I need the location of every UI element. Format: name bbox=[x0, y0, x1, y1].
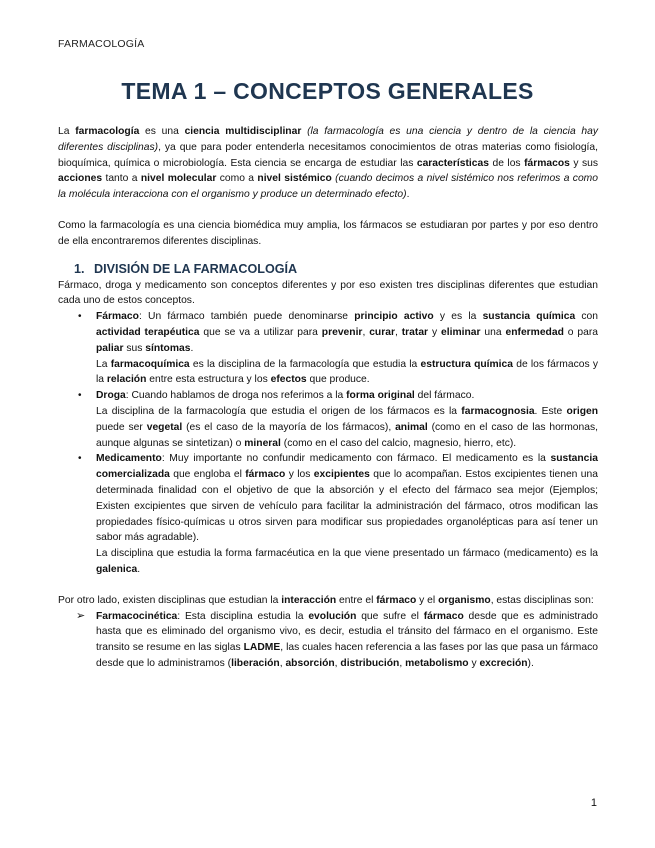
page-title: TEMA 1 – CONCEPTOS GENERALES bbox=[121, 78, 534, 104]
page-header: FARMACOLOGÍA bbox=[58, 38, 145, 50]
interaction-list bbox=[58, 609, 598, 672]
page-number: 1 bbox=[590, 797, 597, 809]
interaction-paragraph: Por otro lado, existen disciplinas que estudian la interacción entre el fármaco y el organismo, estas disciplinas son: bbox=[58, 594, 594, 606]
intro-paragraph: La farmacología es una ciencia multidisciplinar (la farmacología es una ciencia y dentro de la ciencia hay diferentes disciplinas), ya que para poder entenderla necesitamos conocimientos de otras materias como fisiología, bioquímica, química o microbiología. Esta ciencia se encarga de estudiar las características de los fármacos y sus acciones tanto a nivel molecular como a nivel sistémico (cuando decimos a nivel sistémico nos referimos a como la molécula interacciona con el organismo y produce un determinado efecto). bbox=[58, 126, 599, 201]
bullet-icon: • bbox=[78, 390, 82, 402]
list-item-farmacocinetica: ➢ Farmacocinética: Esta disciplina estudia la evolución que sufre el fármaco desde que es administrado hasta que es eliminado del organismo vivo, es decir, estudia el tránsito del fármaco en el organismo. Este transito se resume en las siglas LADME, las cuales hacen referencia a las fases por las que pasa un fármaco desde que lo administramos (liberación, absorción, distribución, metabolismo y excreción). bbox=[76, 609, 599, 669]
document-body bbox=[58, 124, 598, 672]
section-heading: 1. DIVISIÓN DE LA FARMACOLOGÍA bbox=[74, 261, 298, 276]
list-item-medicamento: • Medicamento: Muy importante no confundir medicamento con fármaco. El medicamento es la sustancia comercializada que engloba el fármaco y los excipientes que lo acompañan. Estos excipientes tienen una determinada finalidad con el objetivo de que la absorción y el efecto del fármaco sea mejor (Ejemplos; Existen excipientes que sirven de vehículo para facilitar la administración del fármaco, otros modifican las propiedades físico-químicas u otros sirven para modificar sus propiedades organolépticas para así tener un sabor más agradable). La disciplina que estudia la forma farmacéutica en la que viene presentado un fármaco (medicamento) es la galenica. bbox=[78, 453, 598, 575]
disciplines-list bbox=[58, 309, 598, 578]
list-item-droga: • Droga: Cuando hablamos de droga nos referimos a la forma original del fármaco. La disciplina de la farmacología que estudia el origen de los fármacos es la farmacognosia. Este origen puede ser vegetal (es el caso de la mayoría de los fármacos), animal (como en el caso de las hormonas, aunque algunas se sintetizan) o mineral (como en el caso del calcio, magnesio, hierro, etc). bbox=[78, 390, 598, 449]
arrow-bullet-icon: ➢ bbox=[76, 609, 86, 622]
bullet-icon: • bbox=[78, 453, 82, 465]
list-item-farmaco: • Fármaco: Un fármaco también puede denominarse principio activo y es la sustancia química con actividad terapéutica que se va a utilizar para prevenir, curar, tratar y eliminar una enfermedad o para paliar sus síntomas. La farmacoquímica es la disciplina de la farmacología que estudia la estructura química de los fármacos y la relación entre esta estructura y los efectos que produce. bbox=[78, 311, 599, 386]
second-paragraph: Como la farmacología es una ciencia biomédica muy amplia, los fármacos se estudiaran por partes y por eso dentro de ella encontraremos diferentes disciplinas. bbox=[58, 219, 598, 247]
section-intro: Fármaco, droga y medicamento son conceptos diferentes y por eso existen tres disciplinas diferentes que estudian cada uno de estos conceptos. bbox=[58, 279, 598, 307]
bullet-icon: • bbox=[78, 311, 82, 323]
